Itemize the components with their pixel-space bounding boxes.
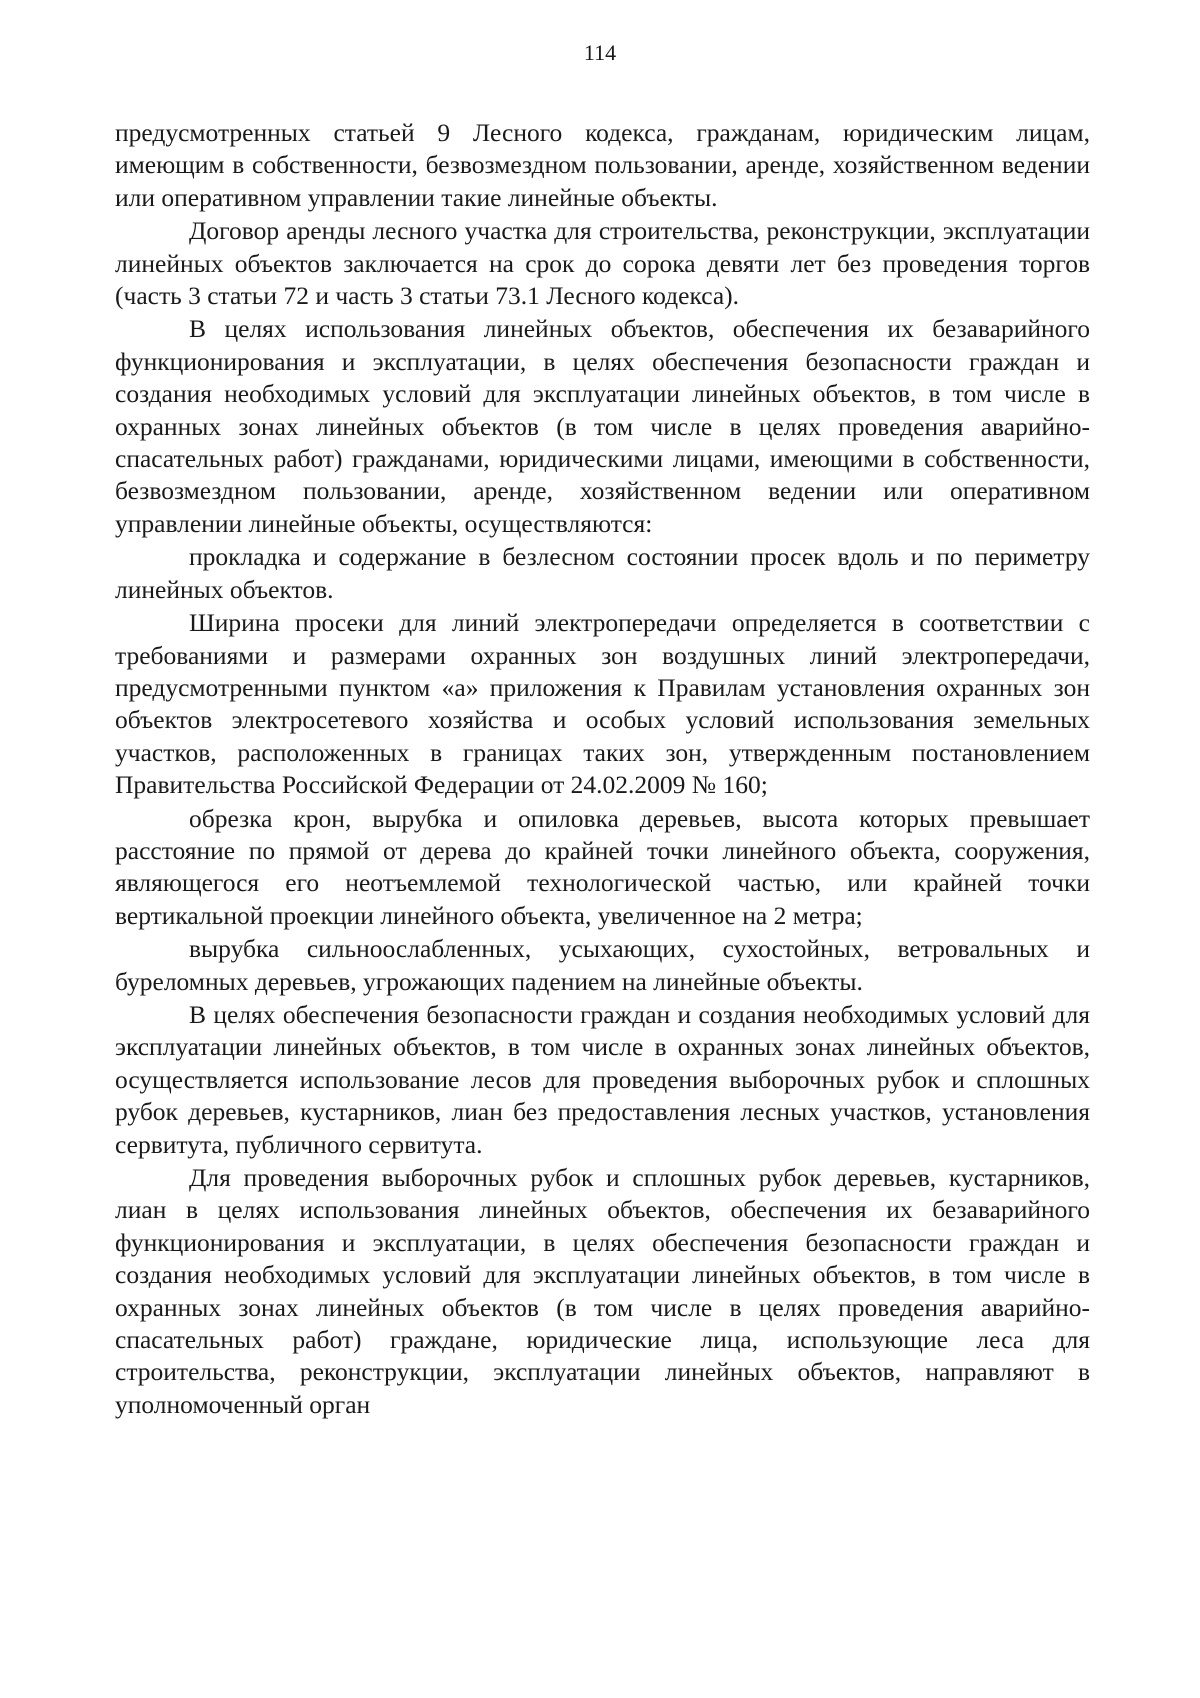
- page-number: 114: [583, 40, 617, 65]
- paragraph-felling-procedure: Для проведения выборочных рубок и сплошных рубок деревьев, кустарников, лиан в целях использования линейных объектов, обеспечения их безаварийного функционирования и эксплуатации, в целях обеспечения безопасности граждан и создания необходимых условий для эксплуатации линейных объектов, в том числе в охранных зонах линейных объектов (в том числе в целях проведения аварийно-спасательных работ) граждане, юридические лица, использующие леса для строительства, реконструкции, эксплуатации линейных объектов, направляют в уполномоченный орган: [115, 1163, 1090, 1419]
- paragraph-crown-trimming: обрезка крон, вырубка и опиловка деревьев, высота которых превышает расстояние по прямой от дерева до крайней точки линейного объекта, сооружения, являющегося его неотъемлемой технологической частью, или крайней точки вертикальной проекции линейного объекта, увеличенное на 2 метра;: [115, 803, 1090, 930]
- paragraph-clearing-width: Ширина просеки для линий электропередачи определяется в соответствии с требованиями и размерами охранных зон воздушных линий электропередачи, предусмотренными пунктом «а» приложения к Правилам установления охранных зон объектов электросетевого хозяйства и особых условий использования земельных участков, расположенных в границах таких зон, утвержденным постановлением Правительства Российской Федерации от 24.02.2009 № 160;: [115, 608, 1090, 800]
- paragraph-safety-felling: В целях обеспечения безопасности граждан и создания необходимых условий для эксплуатации линейных объектов, в том числе в охранных зонах линейных объектов, осуществляется использование лесов для проведения выборочных рубок и сплошных рубок деревьев, кустарников, лиан без предоставления лесных участков, установления сервитута, публичного сервитута.: [115, 999, 1090, 1159]
- paragraph-continuation: предусмотренных статьей 9 Лесного кодекса, гражданам, юридическим лицам, имеющим в собственности, безвозмездном пользовании, аренде, хозяйственном ведении или оперативном управлении такие линейные объекты.: [115, 118, 1090, 212]
- paragraph-linear-objects-use: В целях использования линейных объектов, обеспечения их безаварийного функционирования и эксплуатации, в целях обеспечения безопасности граждан и создания необходимых условий для эксплуатации линейных объектов, в том числе в охранных зонах линейных объектов (в том числе в целях проведения аварийно-спасательных работ) гражданами, юридическими лицами, имеющими в собственности, безвозмездном пользовании, аренде, хозяйственном ведении или оперативном управлении линейные объекты, осуществляются:: [115, 314, 1090, 538]
- paragraph-clearing-maintenance: прокладка и содержание в безлесном состоянии просек вдоль и по периметру линейных объектов.: [115, 542, 1090, 604]
- paragraph-weak-trees-felling: вырубка сильноослабленных, усыхающих, сухостойных, ветровальных и буреломных деревьев, угрожающих падением на линейные объекты.: [115, 934, 1090, 996]
- paragraph-lease-agreement: Договор аренды лесного участка для строительства, реконструкции, эксплуатации линейных объектов заключается на срок до сорока девяти лет без проведения торгов (часть 3 статьи 72 и часть 3 статьи 73.1 Лесного кодекса).: [115, 216, 1090, 311]
- document-body: [115, 117, 1090, 1422]
